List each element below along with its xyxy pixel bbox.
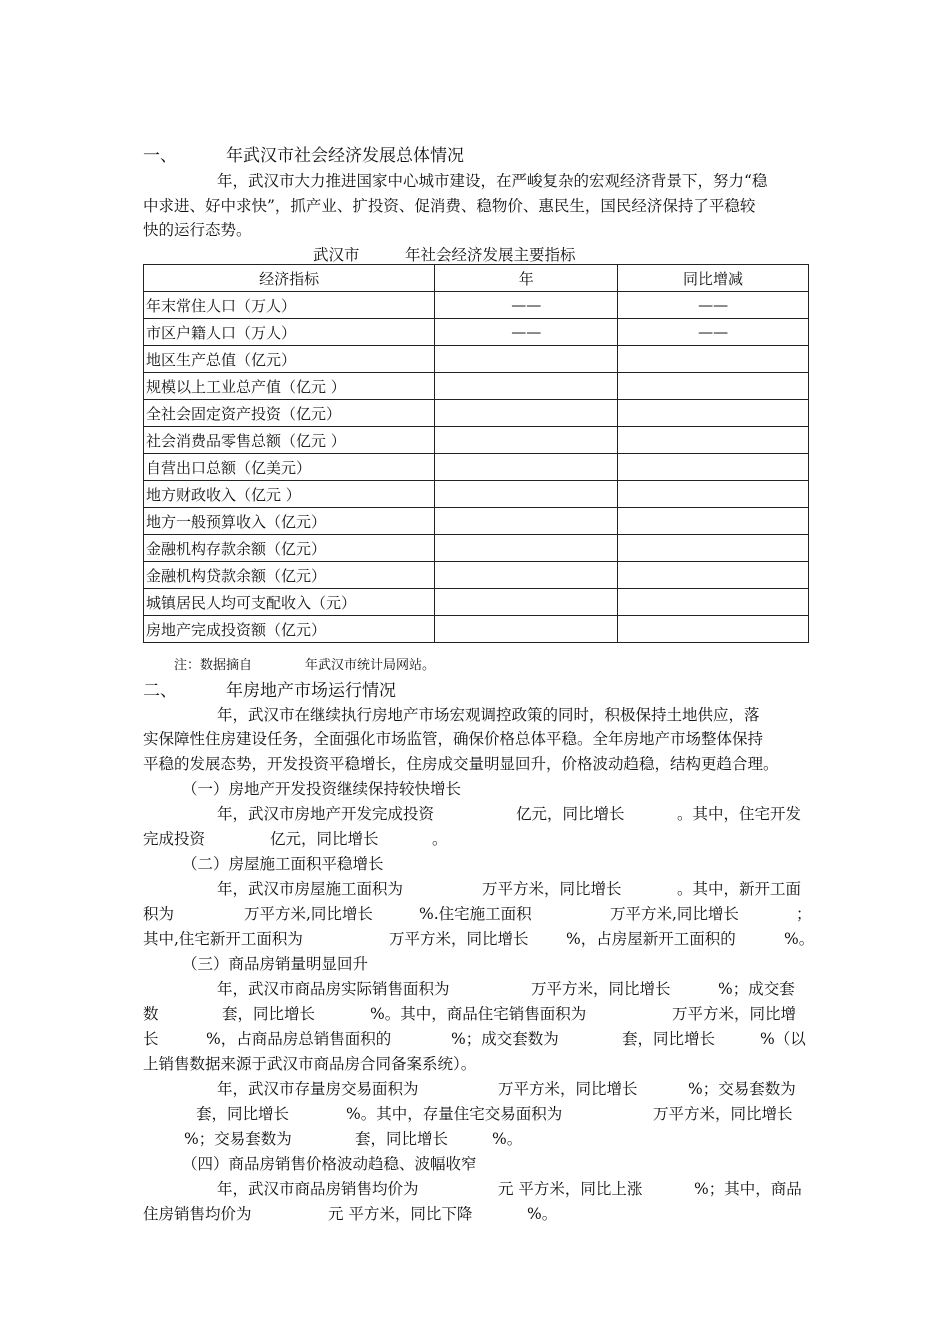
section2-intro-line1: 年，武汉市在继续执行房地产市场宏观调控政策的同时，积极保持土地供应，落 xyxy=(217,706,760,724)
s3-l5-b: 万平方米，同比增长 xyxy=(498,1080,638,1098)
indicator-value xyxy=(435,400,618,427)
s3-l2-b: 套，同比增长 xyxy=(222,1005,316,1023)
indicator-name: 房地产完成投资额（亿元） xyxy=(144,616,435,643)
s3-l4: 上销售数据来源于武汉市商品房合同备案系统）。 xyxy=(143,1055,477,1073)
section1-number: 一、 xyxy=(143,146,177,166)
s3-l5-c: %；交易套数为 xyxy=(688,1080,796,1098)
s1-l1-b: 亿元，同比增长 xyxy=(516,805,625,823)
s2-l2-a: 积为 xyxy=(143,905,175,923)
header-year: 年 xyxy=(435,265,618,292)
s4-l2-b: 元 平方米，同比下降 xyxy=(328,1205,473,1223)
s2-l1-b: 万平方米，同比增长 xyxy=(482,880,622,898)
indicator-name: 规模以上工业总产值（亿元 ） xyxy=(144,373,435,400)
indicator-yoy xyxy=(618,454,809,481)
s2-l2-d: 万平方米,同比增长 xyxy=(610,905,739,923)
table-row xyxy=(144,481,809,508)
indicator-name: 自营出口总额（亿美元） xyxy=(144,454,435,481)
indicator-name: 金融机构贷款余额（亿元） xyxy=(144,562,435,589)
s3-l7-c: %。 xyxy=(492,1130,523,1148)
table-row xyxy=(144,616,809,643)
s3-l3-d: 套，同比增长 xyxy=(622,1030,716,1048)
s1-l1-c: 。其中，住宅开发 xyxy=(677,805,802,823)
indicator-value xyxy=(435,562,618,589)
indicator-name: 年末常住人口（万人） xyxy=(144,292,435,319)
s1-l2-b: 亿元，同比增长 xyxy=(270,830,379,848)
indicator-value xyxy=(435,373,618,400)
indicator-value xyxy=(435,535,618,562)
subsection3-heading: （三）商品房销量明显回升 xyxy=(182,955,369,973)
indicator-yoy xyxy=(618,562,809,589)
s3-l5-a: 年，武汉市存量房交易面积为 xyxy=(217,1080,419,1098)
indicator-name: 社会消费品零售总额（亿元 ） xyxy=(144,427,435,454)
table-row xyxy=(144,400,809,427)
indicator-yoy xyxy=(618,508,809,535)
s3-l1-a: 年，武汉市商品房实际销售面积为 xyxy=(217,980,450,998)
section1-para-line2: 中求进、好中求快”，抓产业、扩投资、促消费、稳物价、惠民生，国民经济保持了平稳较 xyxy=(143,197,756,215)
s3-l7-a: %；交易套数为 xyxy=(184,1130,292,1148)
indicator-name: 地区生产总值（亿元） xyxy=(144,346,435,373)
header-indicator: 经济指标 xyxy=(144,265,435,292)
indicator-value: —— xyxy=(435,292,618,319)
s4-l1-a: 年，武汉市商品房销售均价为 xyxy=(217,1180,419,1198)
s2-l2-b: 万平方米,同比增长 xyxy=(244,905,373,923)
table-title-city: 武汉市 xyxy=(313,246,360,264)
section2-intro-line2: 实保障性住房建设任务，全面强化市场监管，确保价格总体平稳。全年房地产市场整体保持 xyxy=(143,730,764,748)
table-note-source: 年武汉市统计局网站。 xyxy=(305,658,436,673)
indicator-value xyxy=(435,427,618,454)
indicator-name: 金融机构存款余额（亿元） xyxy=(144,535,435,562)
s3-l3-b: %，占商品房总销售面积的 xyxy=(206,1030,392,1048)
section1-title: 年武汉市社会经济发展总体情况 xyxy=(226,146,464,166)
s4-l1-b: 元 平方米，同比上涨 xyxy=(498,1180,643,1198)
table-row xyxy=(144,373,809,400)
indicator-value xyxy=(435,589,618,616)
table-title: 年社会经济发展主要指标 xyxy=(405,246,576,264)
s2-l2-e: ； xyxy=(796,905,812,923)
s4-l1-c: %；其中，商品 xyxy=(694,1180,802,1198)
s1-l2-a: 完成投资 xyxy=(143,830,206,848)
s4-l2-c: %。 xyxy=(527,1205,558,1223)
table-row xyxy=(144,427,809,454)
indicator-table xyxy=(143,264,809,643)
s2-l1-a: 年，武汉市房屋施工面积为 xyxy=(217,880,404,898)
s3-l3-e: %（以 xyxy=(760,1030,806,1048)
s3-l7-b: 套，同比增长 xyxy=(355,1130,449,1148)
s3-l3-c: %；成交套数为 xyxy=(451,1030,559,1048)
s4-l2-a: 住房销售均价为 xyxy=(143,1205,252,1223)
indicator-yoy xyxy=(618,427,809,454)
indicator-yoy xyxy=(618,535,809,562)
indicator-name: 地方一般预算收入（亿元） xyxy=(144,508,435,535)
section2-intro-line3: 平稳的发展态势，开发投资平稳增长，住房成交量明显回升，价格波动趋稳，结构更趋合理。 xyxy=(143,755,779,773)
section1-para-line1: 年，武汉市大力推进国家中心城市建设，在严峻复杂的宏观经济背景下，努力“稳 xyxy=(217,172,768,190)
s1-l1-a: 年，武汉市房地产开发完成投资 xyxy=(217,805,435,823)
section2-title: 年房地产市场运行情况 xyxy=(226,681,396,701)
s2-l3-d: %。 xyxy=(784,930,815,948)
table-note: 注：数据摘自 xyxy=(174,658,253,673)
s3-l6-b: %。其中，存量住宅交易面积为 xyxy=(346,1105,563,1123)
s3-l2-c: %。其中，商品住宅销售面积为 xyxy=(370,1005,587,1023)
table-row xyxy=(144,454,809,481)
s2-l3-c: %，占房屋新开工面积的 xyxy=(566,930,736,948)
indicator-yoy xyxy=(618,400,809,427)
subsection4-heading: （四）商品房销售价格波动趋稳、波幅收窄 xyxy=(182,1155,477,1173)
subsection1-heading: （一）房地产开发投资继续保持较快增长 xyxy=(182,780,462,798)
s2-l3-b: 万平方米，同比增长 xyxy=(389,930,529,948)
indicator-value xyxy=(435,616,618,643)
table-row xyxy=(144,508,809,535)
s3-l3-a: 长 xyxy=(143,1030,159,1048)
section2-number: 二、 xyxy=(143,681,177,701)
indicator-value xyxy=(435,481,618,508)
s3-l1-c: %；成交套 xyxy=(718,980,795,998)
indicator-value xyxy=(435,454,618,481)
s3-l2-a: 数 xyxy=(143,1005,159,1023)
table-row xyxy=(144,346,809,373)
indicator-value: —— xyxy=(435,319,618,346)
s3-l6-c: 万平方米，同比增长 xyxy=(653,1105,793,1123)
indicator-name: 城镇居民人均可支配收入（元） xyxy=(144,589,435,616)
s3-l1-b: 万平方米，同比增长 xyxy=(531,980,671,998)
indicator-yoy xyxy=(618,373,809,400)
table-row xyxy=(144,535,809,562)
s2-l3-a: 其中,住宅新开工面积为 xyxy=(143,930,303,948)
s2-l2-c: %.住宅施工面积 xyxy=(419,905,532,923)
indicator-yoy xyxy=(618,616,809,643)
indicator-name: 地方财政收入（亿元 ） xyxy=(144,481,435,508)
indicator-name: 市区户籍人口（万人） xyxy=(144,319,435,346)
indicator-yoy: —— xyxy=(618,292,809,319)
s3-l6-a: 套，同比增长 xyxy=(196,1105,290,1123)
indicator-table-body xyxy=(144,265,809,643)
table-row xyxy=(144,292,809,319)
indicator-name: 全社会固定资产投资（亿元） xyxy=(144,400,435,427)
indicator-value xyxy=(435,508,618,535)
indicator-yoy xyxy=(618,481,809,508)
indicator-value xyxy=(435,346,618,373)
table-row xyxy=(144,319,809,346)
subsection2-heading: （二）房屋施工面积平稳增长 xyxy=(182,855,384,873)
indicator-yoy xyxy=(618,589,809,616)
s2-l1-c: 。其中，新开工面 xyxy=(677,880,802,898)
indicator-yoy xyxy=(618,346,809,373)
header-yoy: 同比增减 xyxy=(618,265,809,292)
indicator-yoy: —— xyxy=(618,319,809,346)
table-header-row xyxy=(144,265,809,292)
table-row xyxy=(144,562,809,589)
s3-l2-d: 万平方米，同比增 xyxy=(672,1005,797,1023)
s1-l2-c: 。 xyxy=(432,830,448,848)
section1-para-line3: 快的运行态势。 xyxy=(143,221,252,239)
table-row xyxy=(144,589,809,616)
